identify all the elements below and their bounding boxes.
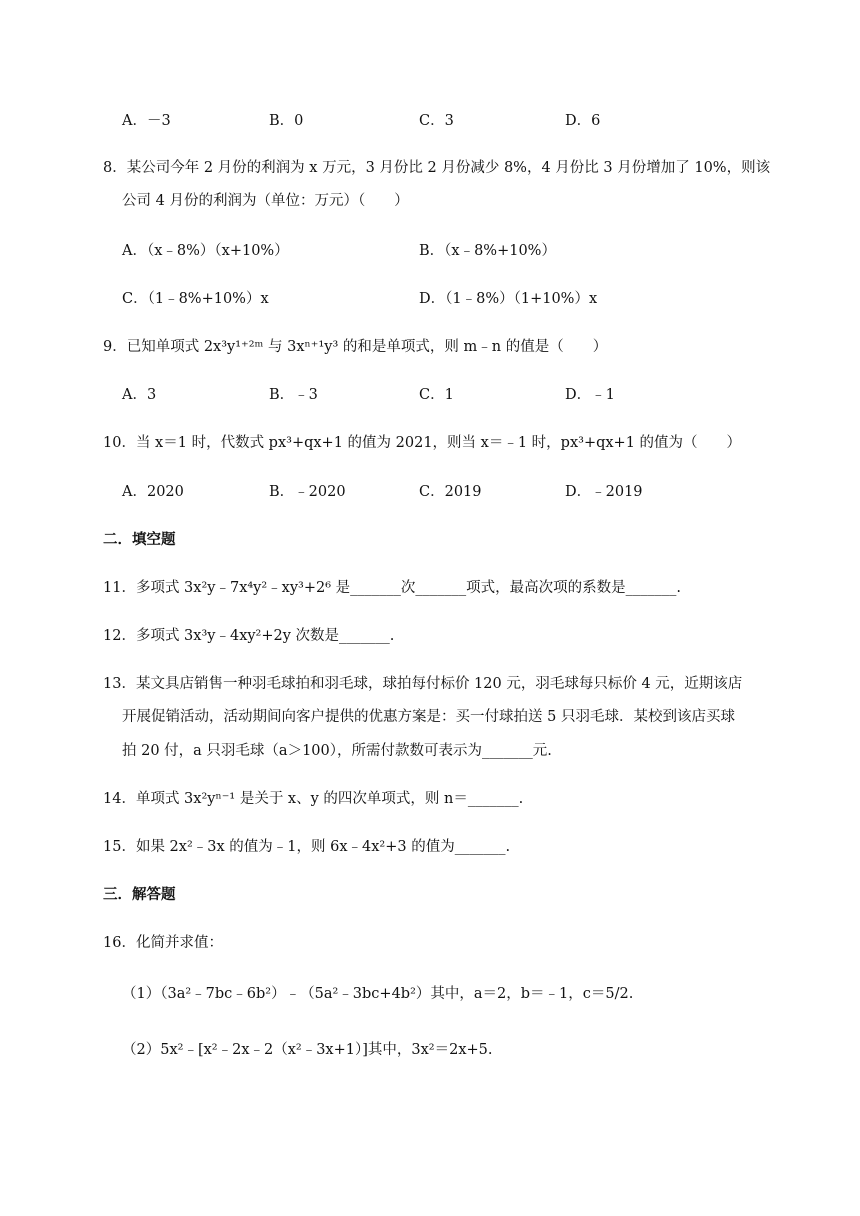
q9-stem: 9．已知单项式 2x³y¹⁺²ᵐ 与 3xⁿ⁺¹y³ 的和是单项式，则 m﹣n 的值是（ ） xyxy=(103,339,608,355)
q15-stem: 15．如果 2x²﹣3x 的值为﹣1，则 6x﹣4x²+3 的值为_______. xyxy=(103,839,511,855)
section-title-fill-in: 二．填空题 xyxy=(103,531,176,548)
q9-option-a: A．3 xyxy=(122,387,157,403)
q7-option-c: C．3 xyxy=(419,113,454,129)
q10-option-b: B．﹣2020 xyxy=(269,484,346,500)
q8-option-d: D．（1﹣8%）（1+10%）x xyxy=(419,291,598,307)
q8-stem-line2: 公司 4 月份的利润为（单位：万元）（ ） xyxy=(122,193,409,209)
q8-stem-line1: 8．某公司今年 2 月份的利润为 x 万元，3 月份比 2 月份减少 8%，4 月份比 3 月份增加了 10%，则该 xyxy=(103,160,771,176)
q9-option-d: D．﹣1 xyxy=(565,387,615,403)
q9-option-b: B．﹣3 xyxy=(269,387,318,403)
q8-option-a: A．（x﹣8%）（x+10%） xyxy=(122,243,289,259)
q7-option-b: B．0 xyxy=(269,113,304,129)
q16-part1-text: （1）（3a²﹣7bc﹣6b²）﹣（5a²﹣3bc+4b²）其中，a＝2，b＝﹣1，c＝5/2. xyxy=(122,986,634,1002)
q8-option-c: C．（1﹣8%+10%）x xyxy=(122,291,269,307)
q16-part1 xyxy=(122,984,633,1004)
q10-option-d: D．﹣2019 xyxy=(565,484,643,500)
q13-stem-line2: 开展促销活动，活动期间向客户提供的优惠方案是：买一付球拍送 5 只羽毛球．某校到该店买球 xyxy=(122,709,735,725)
q16-part2: （2）5x²﹣[x²﹣2x﹣2（x²﹣3x+1）]其中，3x²＝2x+5. xyxy=(122,1042,493,1058)
q14-stem: 14．单项式 3x²yⁿ⁻¹ 是关于 x、y 的四次单项式，则 n＝_______. xyxy=(103,791,524,807)
q13-stem-line3: 拍 20 付，a 只羽毛球（a＞100），所需付款数可表示为_______元. xyxy=(122,743,552,759)
q16-title: 16．化简并求值： xyxy=(103,935,223,951)
q10-stem: 10．当 x＝1 时，代数式 px³+qx+1 的值为 2021，则当 x＝﹣1 时，px³+qx+1 的值为（ ） xyxy=(103,435,742,451)
q13-stem-line1: 13．某文具店销售一种羽毛球拍和羽毛球，球拍每付标价 120 元，羽毛球每只标价 4 元，近期该店 xyxy=(103,676,743,692)
q10-option-c: C．2019 xyxy=(419,484,482,500)
q9-option-c: C．1 xyxy=(419,387,454,403)
q11-stem: 11．多项式 3x²y﹣7x⁴y²﹣xy³+2⁶ 是_______次_______项式，最高次项的系数是_______. xyxy=(103,580,682,596)
q7-option-d: D．6 xyxy=(565,113,601,129)
section-title-solve: 三．解答题 xyxy=(103,886,176,903)
q7-option-a: A．－3 xyxy=(122,113,171,129)
q8-option-b: B．（x﹣8%+10%） xyxy=(419,243,556,259)
q12-stem: 12．多项式 3x³y﹣4xy²+2y 次数是_______. xyxy=(103,628,395,644)
q10-option-a: A．2020 xyxy=(122,484,184,500)
